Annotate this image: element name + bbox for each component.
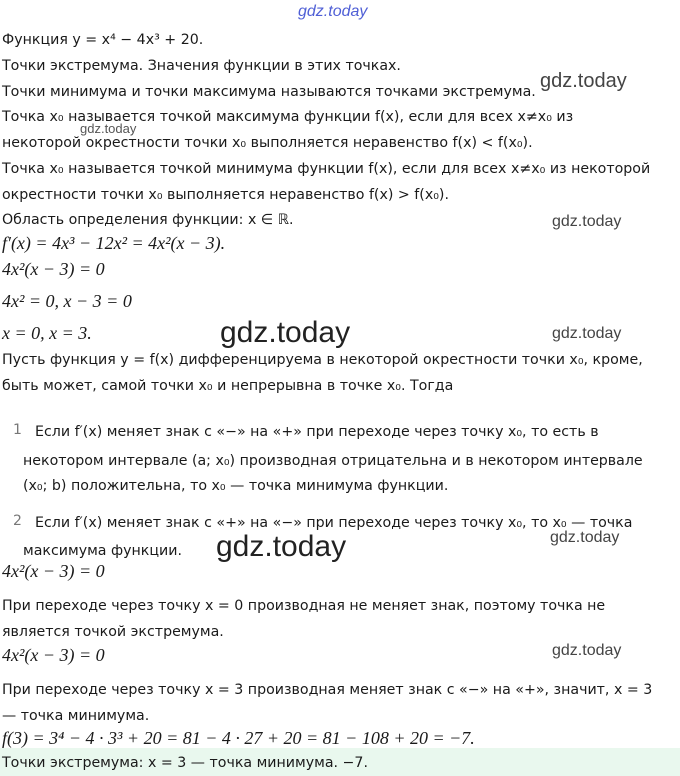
analysis-line: При переходе через точку x = 0 производная не меняет знак, поэтому точка не	[2, 598, 606, 614]
theorem-line: Пусть функция y = f(x) дифференцируема в некоторой окрестности точки x₀, кроме,	[2, 352, 643, 368]
analysis-line: является точкой экстремума.	[2, 624, 224, 640]
roots: x = 0, x = 3.	[2, 323, 92, 343]
watermark: gdz.today	[216, 530, 347, 563]
watermark: gdz.today	[552, 642, 622, 659]
answer-line: Точки экстремума: x = 3 — точка минимума. −7.	[2, 755, 368, 771]
definition-line: Точка x₀ называется точкой максимума функции f(x), если для всех x≠x₀ из	[2, 109, 574, 125]
list-item-text: Если f′(x) меняет знак с «+» на «−» при переходе через точку x₀, то x₀ — точка	[35, 515, 633, 531]
function-statement: Функция y = x⁴ − 4x³ + 20.	[2, 32, 204, 48]
function-value: f(3) = 3⁴ − 4 · 3³ + 20 = 81 − 4 · 27 + 20 = 81 − 108 + 20 = −7.	[2, 728, 475, 748]
analysis-line: При переходе через точку x = 3 производная меняет знак с «−» на «+», значит, x = 3	[2, 682, 653, 698]
domain-line: Область определения функции: x ∈ ℝ.	[2, 212, 294, 228]
watermark: gdz.today	[540, 70, 627, 92]
list-item-text: Если f′(x) меняет знак с «−» на «+» при переходе через точку x₀, то есть в	[35, 424, 599, 440]
definition-line: окрестности точки x₀ выполняется неравенство f(x) > f(x₀).	[2, 187, 449, 203]
watermark: gdz.today	[220, 316, 351, 349]
definition-line: некоторой окрестности точки x₀ выполняется неравенство f(x) < f(x₀).	[2, 135, 533, 151]
equation: 4x²(x − 3) = 0	[2, 561, 105, 581]
definition-line: Точка x₀ называется точкой минимума функции f(x), если для всех x≠x₀ из некоторой	[2, 161, 651, 177]
list-item-text: некотором интервале (a; x₀) производная отрицательна и в некотором интервале	[23, 453, 643, 469]
analysis-line: — точка минимума.	[2, 708, 150, 724]
watermark: gdz.today	[80, 121, 137, 136]
watermark-top: gdz.today	[298, 3, 368, 20]
equation: 4x²(x − 3) = 0	[2, 645, 105, 665]
equation: 4x²(x − 3) = 0	[2, 259, 105, 279]
theorem-line: быть может, самой точки x₀ и непрерывна в точке x₀. Тогда	[2, 378, 454, 394]
derivative-formula: f′(x) = 4x³ − 12x² = 4x²(x − 3).	[2, 233, 226, 253]
list-item-text: (x₀; b) положительна, то x₀ — точка минимума функции.	[23, 478, 449, 494]
list-number: 2	[13, 513, 22, 529]
equation: 4x² = 0, x − 3 = 0	[2, 291, 132, 311]
definition-line: Точки минимума и точки максимума называются точками экстремума.	[2, 84, 536, 100]
watermark: gdz.today	[550, 529, 620, 546]
task-statement: Точки экстремума. Значения функции в этих точках.	[2, 58, 401, 74]
watermark: gdz.today	[552, 213, 622, 230]
watermark: gdz.today	[552, 325, 622, 342]
list-item-text: максимума функции.	[23, 543, 182, 559]
list-number: 1	[13, 422, 22, 438]
